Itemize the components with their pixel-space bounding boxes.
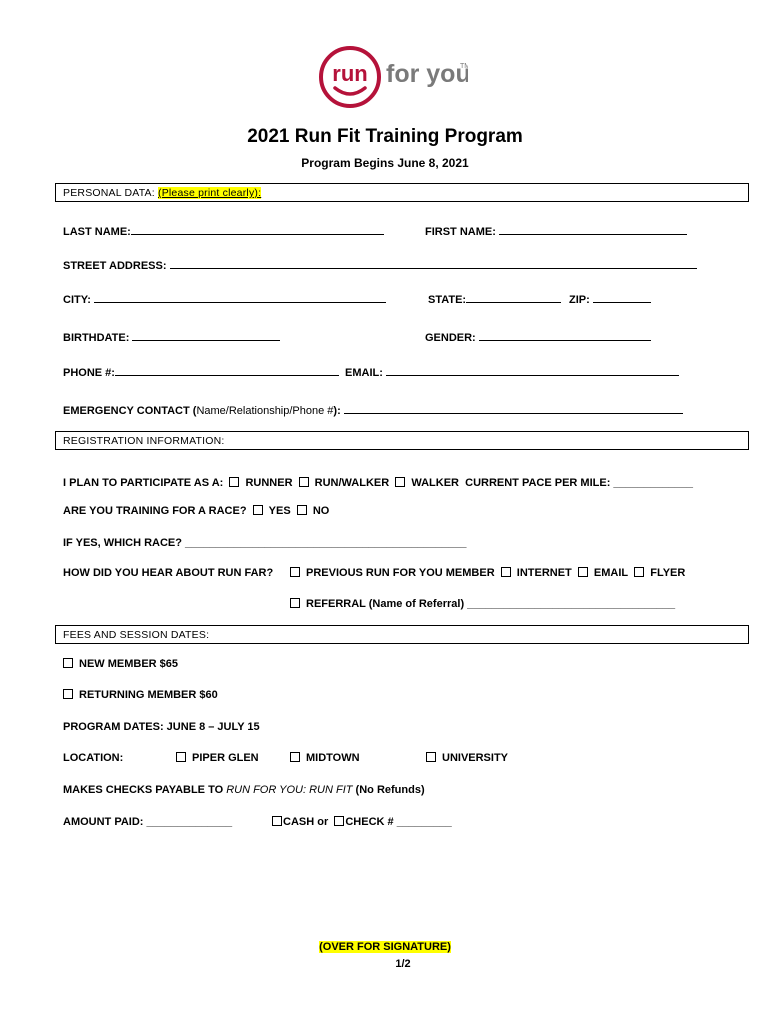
check-checkbox[interactable] — [334, 816, 344, 826]
new-member-checkbox[interactable] — [63, 658, 73, 668]
svg-text:for you: for you — [386, 60, 468, 88]
cash-checkbox[interactable] — [272, 816, 282, 826]
svg-text:run: run — [332, 61, 368, 86]
email-row: EMAIL: — [345, 365, 679, 379]
zip-field[interactable] — [593, 292, 651, 303]
emergency-contact-field[interactable] — [344, 403, 683, 414]
location-piper-row: PIPER GLEN — [176, 752, 259, 764]
state-field[interactable] — [466, 292, 561, 303]
flyer-checkbox[interactable] — [634, 567, 644, 577]
returning-member-row: RETURNING MEMBER $60 — [63, 689, 218, 701]
street-address-field[interactable] — [170, 258, 697, 269]
new-member-row: NEW MEMBER $65 — [63, 658, 178, 670]
internet-checkbox[interactable] — [501, 567, 511, 577]
registration-header: REGISTRATION INFORMATION: — [55, 431, 749, 450]
zip-row: ZIP: — [569, 292, 651, 306]
location-midtown-row: MIDTOWN — [290, 752, 360, 764]
birthdate-row: BIRTHDATE: — [63, 330, 280, 344]
which-race-row: IF YES, WHICH RACE? ______________________________________________ — [63, 537, 467, 549]
city-field[interactable] — [94, 292, 386, 303]
midtown-checkbox[interactable] — [290, 752, 300, 762]
first-name-field[interactable] — [499, 224, 687, 235]
returning-member-checkbox[interactable] — [63, 689, 73, 699]
state-row: STATE: — [428, 292, 561, 306]
street-row: STREET ADDRESS: — [63, 258, 697, 272]
first-name-row: FIRST NAME: — [425, 224, 687, 238]
page-subtitle: Program Begins June 8, 2021 — [301, 156, 469, 170]
phone-row: PHONE #: — [63, 365, 339, 379]
last-name-field[interactable] — [131, 224, 384, 235]
logo — [318, 46, 468, 108]
runner-checkbox[interactable] — [229, 477, 239, 487]
amount-paid: AMOUNT PAID: ______________ — [63, 816, 233, 828]
previous-member-checkbox[interactable] — [290, 567, 300, 577]
svg-text:TM: TM — [460, 63, 468, 70]
hear-options-row: PREVIOUS RUN FOR YOU MEMBER INTERNET EMAIL FLYER — [290, 567, 685, 579]
page-number: 1/2 — [395, 958, 411, 970]
program-dates: PROGRAM DATES: JUNE 8 – JULY 15 — [63, 721, 260, 733]
location-university-row: UNIVERSITY — [426, 752, 508, 764]
city-row: CITY: — [63, 292, 386, 306]
phone-field[interactable] — [115, 365, 339, 376]
personal-data-header: PERSONAL DATA: (Please print clearly): — [55, 183, 749, 202]
piper-glen-checkbox[interactable] — [176, 752, 186, 762]
fees-header: FEES AND SESSION DATES: — [55, 625, 749, 644]
walker-checkbox[interactable] — [395, 477, 405, 487]
referral-row: REFERRAL (Name of Referral) __________________________________ — [290, 598, 675, 610]
referral-checkbox[interactable] — [290, 598, 300, 608]
page-title: 2021 Run Fit Training Program — [247, 126, 523, 147]
payment-method-row: CASH or CHECK # _________ — [272, 816, 452, 828]
email-field[interactable] — [386, 365, 679, 376]
print-clearly-note: (Please print clearly): — [158, 187, 262, 199]
race-no-checkbox[interactable] — [297, 505, 307, 515]
participate-row: I PLAN TO PARTICIPATE AS A: RUNNER RUN/WALKER WALKER CURRENT PACE PER MILE: _____________ — [63, 477, 693, 489]
gender-field[interactable] — [479, 330, 651, 341]
email-source-checkbox[interactable] — [578, 567, 588, 577]
footer-over: (OVER FOR SIGNATURE) — [319, 941, 451, 953]
payable-row: MAKES CHECKS PAYABLE TO RUN FOR YOU: RUN FIT (No Refunds) — [63, 784, 425, 796]
emergency-row: EMERGENCY CONTACT (Name/Relationship/Phone #): — [63, 403, 683, 417]
runwalker-checkbox[interactable] — [299, 477, 309, 487]
hear-label: HOW DID YOU HEAR ABOUT RUN FAR? — [63, 567, 274, 579]
birthdate-field[interactable] — [132, 330, 280, 341]
race-row: ARE YOU TRAINING FOR A RACE? YES NO — [63, 505, 330, 517]
run-for-you-logo — [318, 46, 468, 108]
location-label: LOCATION: — [63, 752, 124, 764]
race-yes-checkbox[interactable] — [253, 505, 263, 515]
last-name-row: LAST NAME: — [63, 224, 384, 238]
gender-row: GENDER: — [425, 330, 651, 344]
pace-label: CURRENT PACE PER MILE: _____________ — [465, 477, 693, 489]
university-checkbox[interactable] — [426, 752, 436, 762]
